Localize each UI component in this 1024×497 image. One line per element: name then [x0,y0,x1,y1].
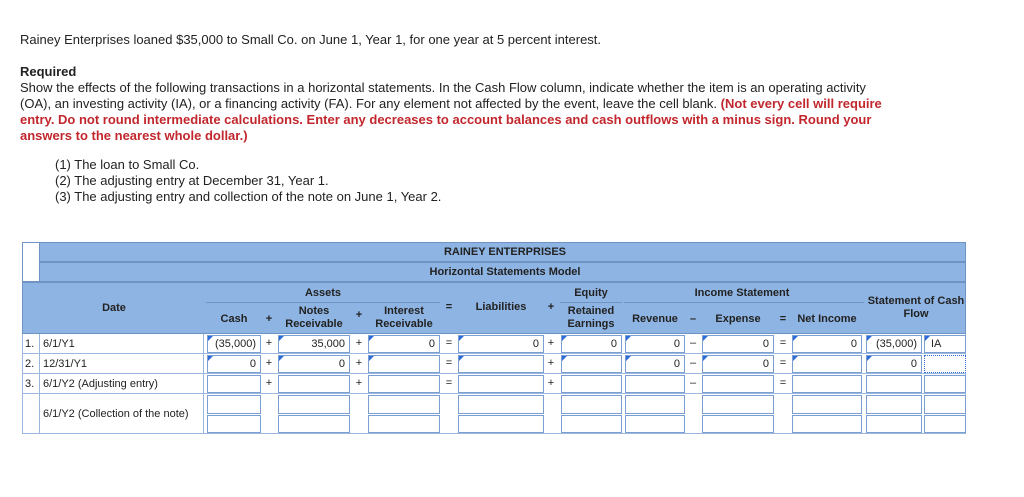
plus-operator: + [547,337,555,349]
expense-input[interactable] [702,375,774,393]
header-interest-receivable: Interest Receivable [375,305,433,330]
minus-operator: – [689,357,697,369]
model-name: Horizontal Statements Model [429,266,581,278]
interest-input[interactable] [368,355,440,373]
header-plus-2: + [355,308,363,321]
plus-operator: + [265,357,273,369]
liabilities-input[interactable] [458,375,544,393]
net-income-input[interactable] [792,375,862,393]
header-cash: Cash [220,312,248,325]
cash-flow-input[interactable]: 0 [866,355,922,373]
interest-input[interactable] [368,375,440,393]
instructions [20,80,900,144]
steps-list [55,157,441,205]
interest-input-2[interactable] [368,415,440,433]
equals-operator: = [779,377,787,389]
header-retained-earnings: Retained Earnings [567,305,615,330]
corner-cell [22,242,40,282]
cash-flow-input[interactable] [866,395,922,414]
header-equity: Equity [574,286,608,299]
cash-flow-input-2[interactable] [866,415,922,433]
liabilities-input[interactable] [458,355,544,373]
revenue-input[interactable] [625,395,685,414]
problem-text [20,32,900,144]
equals-operator: = [445,377,453,389]
revenue-input[interactable]: 0 [625,355,685,373]
header-date: Date [102,301,126,314]
header-cash-flow: Statement of Cash Flow [867,295,965,320]
row-date-label: 12/31/Y1 [40,354,204,374]
liabilities-input[interactable] [458,395,544,414]
notes-input-2[interactable] [278,415,350,433]
row-number: 1. [22,334,40,354]
assets-divider [206,302,440,303]
plus-operator: + [265,377,273,389]
notes-input[interactable]: 0 [278,355,350,373]
step-2: (2) The adjusting entry at December 31, Year 1. [55,173,329,188]
cash-input[interactable]: 0 [207,355,261,373]
expense-input[interactable]: 0 [702,335,774,353]
interest-input[interactable]: 0 [368,335,440,353]
activity-select[interactable] [924,395,966,414]
interest-input[interactable] [368,395,440,414]
header-minus: – [689,312,697,325]
cash-input[interactable] [207,395,261,414]
header-income-statement: Income Statement [694,286,790,299]
expense-input[interactable] [702,395,774,414]
plus-operator: + [355,357,363,369]
equals-operator: = [779,337,787,349]
equals-operator: = [445,357,453,369]
row-number: 3. [22,374,40,394]
retained-input[interactable]: 0 [561,335,622,353]
header-liabilities: Liabilities [475,300,527,313]
activity-select[interactable] [924,355,966,373]
notes-input[interactable]: 35,000 [278,335,350,353]
expense-input[interactable]: 0 [702,355,774,373]
revenue-input[interactable] [625,375,685,393]
retained-input[interactable] [561,355,622,373]
cash-flow-input[interactable] [866,375,922,393]
plus-operator: + [355,337,363,349]
cash-flow-input[interactable]: (35,000) [866,335,922,353]
header-revenue: Revenue [632,312,678,325]
notes-input[interactable] [278,395,350,414]
activity-select[interactable]: IA [924,335,966,353]
liabilities-input[interactable]: 0 [458,335,544,353]
plus-operator: + [265,337,273,349]
header-net-income: Net Income [797,312,857,325]
equals-operator: = [779,357,787,369]
step-3: (3) The adjusting entry and collection of the note on June 1, Year 2. [55,189,442,204]
row-date-label: 6/1/Y2 (Adjusting entry) [40,374,204,394]
net-income-input-2[interactable] [792,415,862,433]
equity-divider [560,302,622,303]
cash-input[interactable] [207,375,261,393]
activity-select-2[interactable] [924,415,966,433]
header-notes-receivable: Notes Receivable [285,305,343,330]
row-number: 2. [22,354,40,374]
expense-input-2[interactable] [702,415,774,433]
revenue-input-2[interactable] [625,415,685,433]
header-expense: Expense [715,312,761,325]
minus-operator: – [689,337,697,349]
header-assets: Assets [304,286,342,299]
row-date-label: 6/1/Y2 (Collection of the note) [40,394,204,434]
row-date-label: 6/1/Y1 [40,334,204,354]
header-equals-1: = [445,300,453,313]
net-income-input[interactable] [792,355,862,373]
retained-input[interactable] [561,395,622,414]
equals-operator: = [445,337,453,349]
net-income-input[interactable]: 0 [792,335,862,353]
step-1: (1) The loan to Small Co. [55,157,200,172]
retained-input-2[interactable] [561,415,622,433]
plus-operator: + [547,377,555,389]
plus-operator: + [547,357,555,369]
net-income-input[interactable] [792,395,862,414]
activity-select[interactable] [924,375,966,393]
header-equals-2: = [779,312,787,325]
row-number [22,394,40,434]
header-plus-3: + [547,300,555,313]
notes-input[interactable] [278,375,350,393]
instructions-text: Show the effects of the following transactions in a horizontal statements. In the Cash Flow column, indicate whether the item is an operating activity (OA), an investing activity (IA), or a financing activity (FA). For any element not affected by the event, leave the cell blank. [20,80,866,111]
income-divider [624,302,864,303]
required-title: Required [20,64,77,79]
company-name: RAINEY ENTERPRISES [443,246,567,258]
minus-operator: – [689,377,697,389]
header-plus-1: + [265,312,273,325]
plus-operator: + [355,377,363,389]
instructions-red: (Not every cell will require entry. Do not round intermediate calculations. Enter any decreases to account balances and cash outflows with a minus sign. Round your answers to the nearest whole dollar.) [20,96,882,143]
liabilities-input-2[interactable] [458,415,544,433]
retained-input[interactable] [561,375,622,393]
intro-text: Rainey Enterprises loaned $35,000 to Small Co. on June 1, Year 1, for one year at 5 percent interest. [20,32,602,47]
revenue-input[interactable]: 0 [625,335,685,353]
cash-input-2[interactable] [207,415,261,433]
cash-input[interactable]: (35,000) [207,335,261,353]
